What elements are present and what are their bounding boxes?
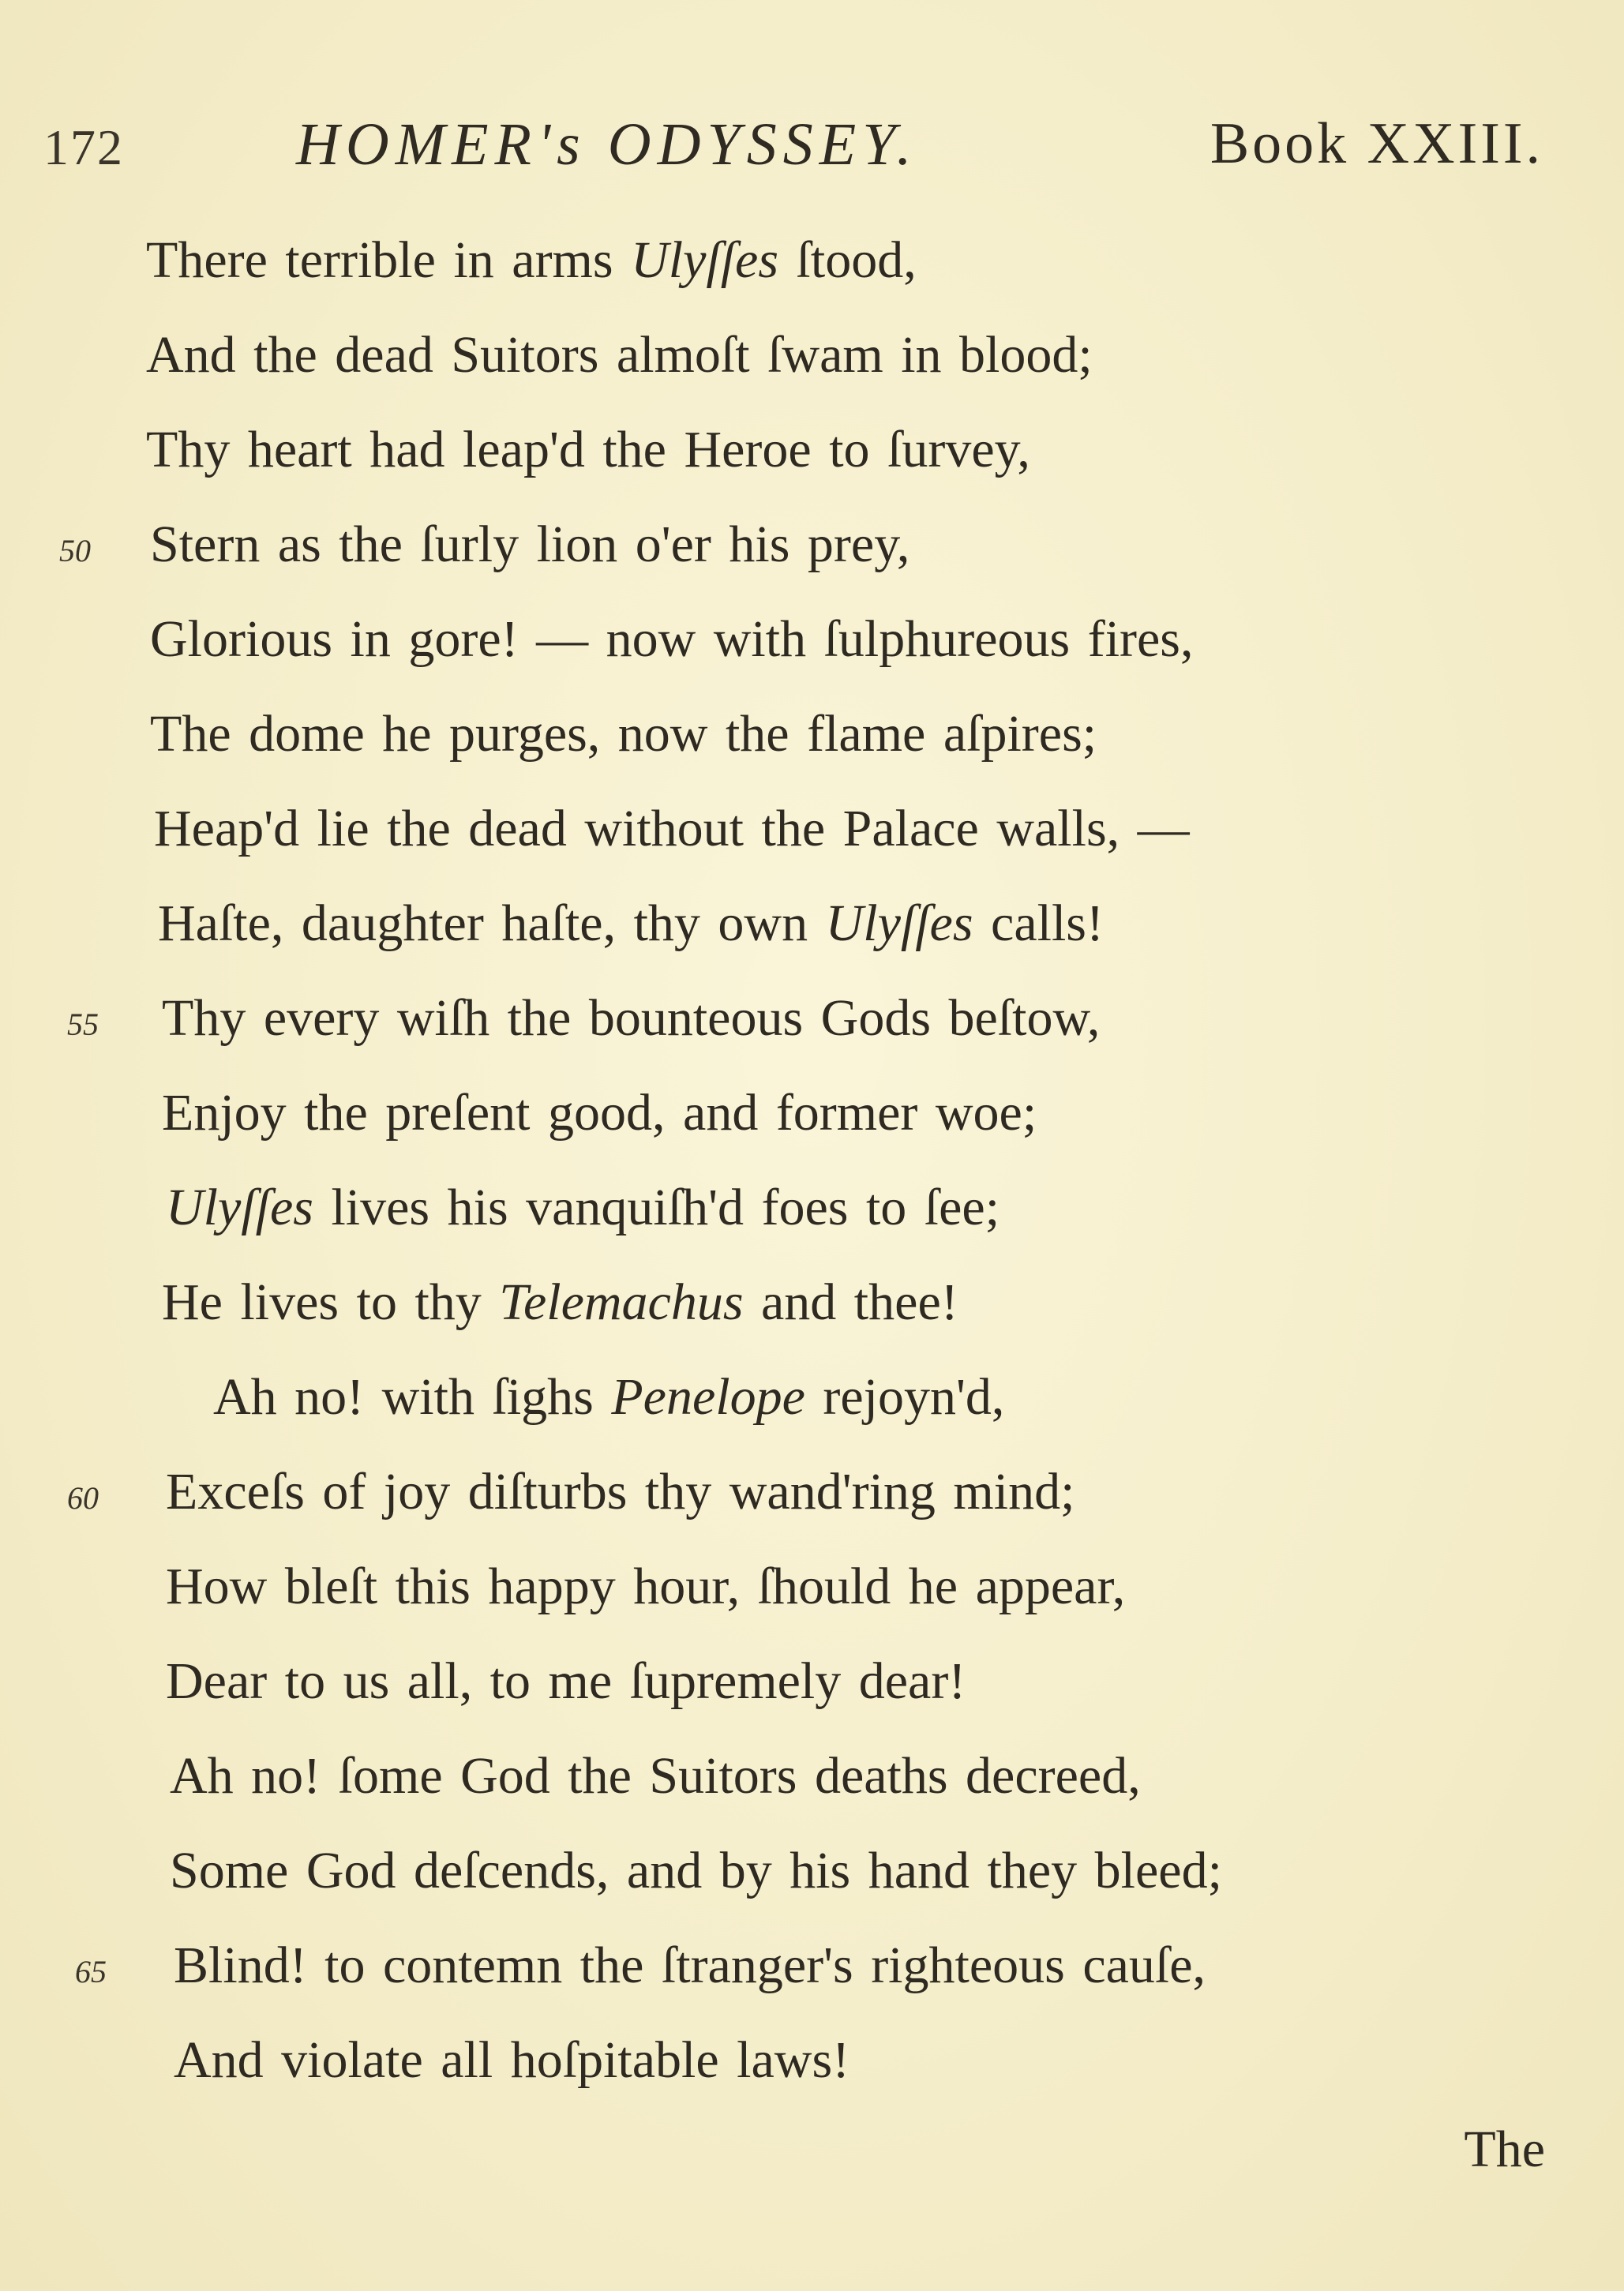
verse-segment: There terrible in arms <box>146 231 632 289</box>
verse-text <box>146 407 1030 493</box>
verse-line <box>0 2017 1624 2104</box>
verse-text <box>150 501 910 588</box>
verse-text <box>213 1354 1004 1441</box>
verse-segment: Dear to us all, to me ſupremely dear! <box>166 1652 966 1710</box>
verse-segment: He lives to thy <box>162 1273 500 1331</box>
verse-text <box>158 880 1104 967</box>
verse-segment: and thee! <box>743 1273 958 1331</box>
line-number: 60 <box>67 1480 99 1516</box>
verse-segment: Stern as the ſurly lion o'er his prey, <box>150 516 910 573</box>
line-number: 50 <box>59 533 91 568</box>
line-number: 55 <box>67 1007 99 1042</box>
verse-line <box>0 786 1624 872</box>
italic-name: Ulyſſes <box>166 1179 313 1236</box>
verse-segment: lives his vanquiſh'd foes to ſee; <box>313 1179 1000 1236</box>
verse-line <box>0 691 1624 778</box>
verse-text <box>174 1922 1206 2009</box>
verse-text <box>174 2017 850 2104</box>
verse-segment: The dome he purges, now the flame aſpires; <box>150 705 1097 763</box>
verse-segment: How bleſt this happy hour, ſhould he appear, <box>166 1558 1126 1615</box>
verse-text <box>166 1164 1000 1251</box>
verse-segment: And the dead Suitors almoſt ſwam in blood; <box>146 326 1093 384</box>
verse-text <box>154 786 1190 872</box>
verse-segment: Ah no! ſome God the Suitors deaths decreed, <box>170 1747 1141 1805</box>
verse-text <box>162 1259 958 1346</box>
verse-segment: Haſte, daughter haſte, thy own <box>158 894 826 952</box>
verse-line <box>0 975 1624 1062</box>
verse-line <box>0 312 1624 399</box>
verse-text <box>150 691 1097 778</box>
verse-segment: Ah no! with ſighs <box>213 1368 612 1426</box>
verse-segment: Glorious in gore! — now with ſulphureous fires, <box>150 610 1194 668</box>
verse-segment: Blind! to contemn the ſtranger's righteous cauſe, <box>174 1937 1206 1994</box>
verse-text <box>170 1733 1141 1820</box>
verse-segment: Some God deſcends, and by his hand they bleed; <box>170 1842 1222 1899</box>
verse-line <box>0 1164 1624 1251</box>
verse-line <box>0 1638 1624 1725</box>
verse-text <box>162 975 1100 1062</box>
verse-text <box>150 596 1194 683</box>
verse-line <box>0 1449 1624 1535</box>
verse-segment: calls! <box>973 894 1104 952</box>
verse-line <box>0 1354 1624 1441</box>
verse-line <box>0 501 1624 588</box>
verse-segment: Thy heart had leap'd the Heroe to ſurvey, <box>146 421 1030 478</box>
italic-name: Penelope <box>611 1368 805 1426</box>
verse-line <box>0 1070 1624 1157</box>
verse-line <box>0 880 1624 967</box>
verse-text <box>166 1449 1075 1535</box>
verse-segment: Exceſs of joy diſturbs thy wand'ring mind; <box>166 1463 1075 1520</box>
verse-text <box>166 1543 1125 1630</box>
verse-line <box>0 1259 1624 1346</box>
verse-line <box>0 1543 1624 1630</box>
page-number: 172 <box>43 119 124 175</box>
verse-line <box>0 1828 1624 1914</box>
italic-name: Ulyſſes <box>631 231 779 289</box>
italic-name: Ulyſſes <box>825 894 973 952</box>
verse-segment: Thy every wiſh the bounteous Gods beſtow, <box>162 989 1101 1047</box>
verse-line <box>0 407 1624 493</box>
verse-segment: rejoyn'd, <box>804 1368 1005 1426</box>
catchword: The <box>1464 2120 1545 2178</box>
verse-line <box>0 1733 1624 1820</box>
page-header <box>43 103 1543 178</box>
verse-text <box>166 1638 966 1725</box>
running-title: HOMER's ODYSSEY. <box>296 111 918 178</box>
verse-segment: And violate all hoſpitable laws! <box>174 2031 850 2089</box>
verse-segment: Heap'd lie the dead without the Palace walls, — <box>154 800 1190 857</box>
book-label: Book XXIII. <box>1210 111 1543 176</box>
verse-text <box>146 312 1093 399</box>
italic-name: Telemachus <box>499 1273 744 1331</box>
verse-line <box>0 596 1624 683</box>
verse-segment: Enjoy the preſent good, and former woe; <box>162 1084 1037 1142</box>
line-number: 65 <box>75 1954 107 1989</box>
verse-text <box>146 217 917 304</box>
verse-line <box>0 217 1624 304</box>
verse-text <box>170 1828 1222 1914</box>
verse-text <box>162 1070 1037 1157</box>
verse-line <box>0 1922 1624 2009</box>
verse-segment: ſtood, <box>778 231 917 289</box>
